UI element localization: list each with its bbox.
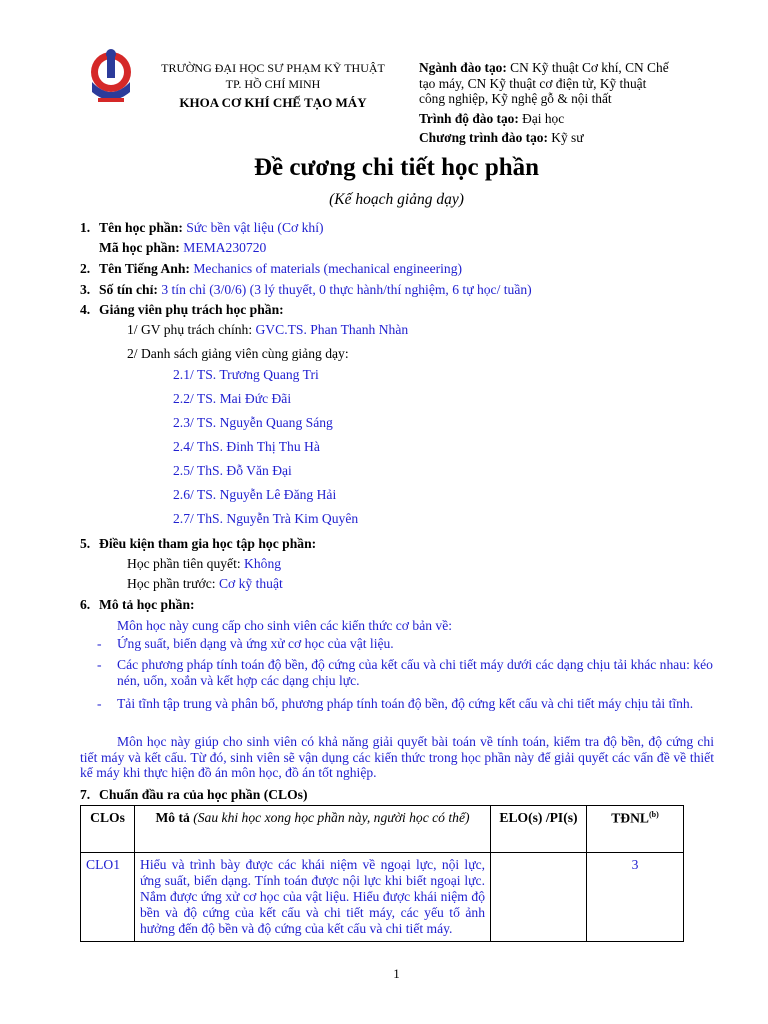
major-row [419,60,669,107]
section-3-number: 3. [80,282,91,297]
header-clos: CLOs [81,806,135,853]
table-row [81,853,684,942]
faculty-name: KHOA CƠ KHÍ CHẾ TẠO MÁY [179,95,367,110]
co-lecturer-item: 2.3/ TS. Nguyễn Quang Sáng [173,415,333,430]
program-info [419,60,669,150]
university-block [150,60,396,111]
bullet-dash: - [97,657,102,672]
header-level [587,806,684,853]
page-number: 1 [393,966,400,981]
section-2-label: Tên Tiếng Anh: [99,261,190,276]
prior-course-label: Học phần trước: [127,576,216,591]
level-row [419,111,669,127]
bullet-dash: - [97,696,102,711]
clo-elo [491,853,587,942]
prerequisite-label: Học phần tiên quyết: [127,556,241,571]
section-7 [80,786,308,803]
section-1-number: 1. [80,220,91,235]
section-4 [80,301,284,318]
section-2 [80,260,462,277]
main-lecturer: GVC.TS. Phan Thanh Nhàn [252,322,409,337]
university-name-line2: TP. HỒ CHÍ MINH [225,77,321,91]
document-subtitle: (Kế hoạch giảng dạy) [329,191,464,208]
course-code-label: Mã học phần: [99,240,180,255]
bullet-text: Tải tĩnh tập trung và phân bố, phương pháp tính toán độ bền, độ cứng kết cấu và chi tiết máy chịu tải tĩnh. [117,696,694,711]
prerequisite-row [127,555,281,572]
header-elo: ELO(s) /PI(s) [491,806,587,853]
course-code-row [99,239,266,256]
section-2-number: 2. [80,261,91,276]
co-lecturer-item: 2.1/ TS. Trương Quang Tri [173,367,319,382]
header-description [135,806,491,853]
section-6-number: 6. [80,597,91,612]
description-intro: Môn học này cung cấp cho sinh viên các kiến thức cơ bản về: [117,618,453,633]
english-name: Mechanics of materials (mechanical engineering) [189,261,463,276]
description-bullet [97,636,712,652]
description-bullet [97,657,717,688]
prerequisite-value: Không [240,556,282,571]
main-lecturer-row [127,321,408,338]
section-6 [80,596,195,613]
co-lecturer-item: 2.5/ ThS. Đỗ Văn Đại [173,463,292,478]
co-lecturer-item: 2.4/ ThS. Đinh Thị Thu Hà [173,439,320,454]
university-logo [86,42,136,112]
level-value: Đại học [518,110,565,126]
major-label: Ngành đào tạo: [419,60,507,75]
prior-course-value: Cơ kỹ thuật [215,576,283,591]
header-level-text: TĐNL [611,810,649,826]
university-name-line1: TRƯỜNG ĐẠI HỌC SƯ PHẠM KỸ THUẬT [161,61,385,75]
clo-id: CLO1 [81,853,135,942]
course-name: Sức bền vật liệu (Cơ khí) [182,220,324,235]
description-bullet [97,696,717,712]
header-description-bold: Mô tả [155,810,190,825]
section-3-label: Số tín chỉ: [99,282,158,297]
program-label: Chương trình đào tạo: [419,130,548,146]
table-header-row [81,806,684,853]
section-1-label: Tên học phần: [99,220,183,235]
major-value: CN Kỹ thuật Cơ khí, CN Chế tạo máy, CN Kỹ thuật cơ điện tử, Kỹ thuật công nghiệp, Kỹ nghệ gỗ & nội thất [419,60,669,107]
section-7-number: 7. [80,787,91,802]
program-value: Kỹ sư [547,130,584,146]
section-4-label: Giảng viên phụ trách học phần: [99,302,284,317]
bullet-text: Các phương pháp tính toán độ bền, độ cứng của kết cấu và chi tiết máy dưới các dạng chịu tải khác nhau: kéo nén, uốn, xoắn và kết hợp các dạng chịu lực. [117,657,713,688]
course-code: MEMA230720 [179,240,267,255]
credits: 3 tín chỉ (3/0/6) (3 lý thuyết, 0 thực hành/thí nghiệm, 6 tự học/ tuần) [157,282,532,297]
clo-level: 3 [587,853,684,942]
header-description-note: (Sau khi học xong học phần này, người học có thể) [189,810,470,825]
clo-description: Hiểu và trình bày được các khái niệm về ngoại lực, nội lực, ứng suất, biến dạng. Tính toán được nội lực khi biết ngoại lực. Nắm được ứng xử cơ học của vật liệu. Hiểu được khái niệm độ bền và độ cứng của kết cấu và chi tiết máy, các yếu tố ảnh hưởng đến độ bền và độ cứng của kết cấu và chi tiết máy. [135,853,491,942]
section-3 [80,281,532,298]
program-row [419,130,669,146]
description-outro: Môn học này giúp cho sinh viên có khả năng giải quyết bài toán về tính toán, kiểm tra độ bền, độ cứng chi tiết máy và kết cấu. Từ đó, sinh viên sẽ vận dụng các kiến thức trong học phần này để giải quyết các vấn đề về thiết kế máy khi thực hiện đồ án môn học, đồ án tốt nghiệp. [80,734,714,780]
section-1 [80,219,324,236]
document-title: Đề cương chi tiết học phần [253,154,540,181]
section-5 [80,535,316,552]
co-lecturer-item: 2.6/ TS. Nguyễn Lê Đăng Hải [173,487,337,502]
clo-table [80,805,684,942]
section-5-number: 5. [80,536,91,551]
section-5-label: Điều kiện tham gia học tập học phần: [99,536,317,551]
section-7-label: Chuẩn đầu ra của học phần (CLOs) [99,787,308,802]
prior-course-row [127,575,283,592]
bullet-text: Ứng suất, biến dạng và ứng xử cơ học của vật liệu. [117,636,394,651]
co-lecturers-label: 2/ Danh sách giảng viên cùng giảng dạy: [127,346,349,361]
section-4-number: 4. [80,302,91,317]
co-lecturer-item: 2.7/ ThS. Nguyễn Trà Kim Quyên [173,511,359,526]
section-6-label: Mô tả học phần: [99,597,195,612]
bullet-dash: - [97,636,102,651]
co-lecturer-item: 2.2/ TS. Mai Đức Đãi [173,391,292,406]
header-level-sup: (b) [649,810,659,819]
level-label: Trình độ đào tạo: [419,110,519,126]
main-lecturer-label: 1/ GV phụ trách chính: [127,322,253,337]
